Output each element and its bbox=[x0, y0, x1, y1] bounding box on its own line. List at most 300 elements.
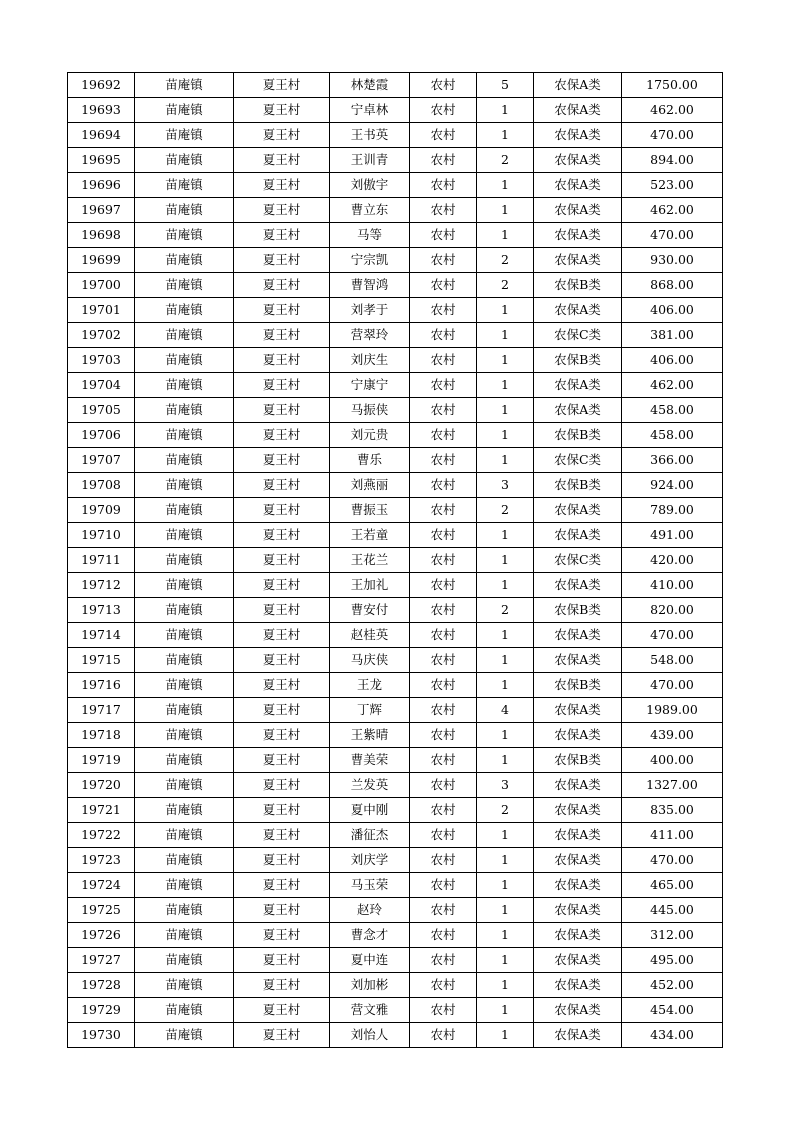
amount-cell: 312.00 bbox=[622, 923, 723, 948]
village-cell: 夏王村 bbox=[234, 573, 330, 598]
amount-cell: 381.00 bbox=[622, 323, 723, 348]
household-type-cell: 农村 bbox=[410, 898, 477, 923]
insurance-category-cell: 农保A类 bbox=[534, 1023, 622, 1048]
household-type-cell: 农村 bbox=[410, 323, 477, 348]
table-body bbox=[68, 73, 723, 1048]
insurance-category-cell: 农保A类 bbox=[534, 298, 622, 323]
village-cell: 夏王村 bbox=[234, 948, 330, 973]
serial-number-cell: 19701 bbox=[68, 298, 135, 323]
serial-number-cell: 19695 bbox=[68, 148, 135, 173]
person-count-cell: 5 bbox=[477, 73, 534, 98]
village-cell: 夏王村 bbox=[234, 923, 330, 948]
name-cell: 营文雅 bbox=[330, 998, 410, 1023]
household-type-cell: 农村 bbox=[410, 623, 477, 648]
household-type-cell: 农村 bbox=[410, 848, 477, 873]
name-cell: 王龙 bbox=[330, 673, 410, 698]
serial-number-cell: 19699 bbox=[68, 248, 135, 273]
table-row bbox=[68, 623, 723, 648]
household-type-cell: 农村 bbox=[410, 723, 477, 748]
person-count-cell: 1 bbox=[477, 573, 534, 598]
insurance-category-cell: 农保A类 bbox=[534, 198, 622, 223]
table-row bbox=[68, 998, 723, 1023]
town-cell: 苗庵镇 bbox=[135, 473, 234, 498]
household-type-cell: 农村 bbox=[410, 98, 477, 123]
serial-number-cell: 19721 bbox=[68, 798, 135, 823]
insurance-category-cell: 农保A类 bbox=[534, 148, 622, 173]
table-row bbox=[68, 523, 723, 548]
household-type-cell: 农村 bbox=[410, 498, 477, 523]
table-row bbox=[68, 498, 723, 523]
insurance-category-cell: 农保A类 bbox=[534, 873, 622, 898]
household-type-cell: 农村 bbox=[410, 448, 477, 473]
village-cell: 夏王村 bbox=[234, 498, 330, 523]
town-cell: 苗庵镇 bbox=[135, 173, 234, 198]
serial-number-cell: 19710 bbox=[68, 523, 135, 548]
insurance-category-cell: 农保B类 bbox=[534, 473, 622, 498]
amount-cell: 470.00 bbox=[622, 623, 723, 648]
amount-cell: 406.00 bbox=[622, 348, 723, 373]
town-cell: 苗庵镇 bbox=[135, 648, 234, 673]
household-type-cell: 农村 bbox=[410, 948, 477, 973]
amount-cell: 439.00 bbox=[622, 723, 723, 748]
person-count-cell: 1 bbox=[477, 673, 534, 698]
name-cell: 丁辉 bbox=[330, 698, 410, 723]
person-count-cell: 1 bbox=[477, 198, 534, 223]
village-cell: 夏王村 bbox=[234, 523, 330, 548]
table-row bbox=[68, 748, 723, 773]
person-count-cell: 2 bbox=[477, 498, 534, 523]
town-cell: 苗庵镇 bbox=[135, 423, 234, 448]
name-cell: 宁宗凯 bbox=[330, 248, 410, 273]
insurance-category-cell: 农保A类 bbox=[534, 223, 622, 248]
amount-cell: 420.00 bbox=[622, 548, 723, 573]
amount-cell: 835.00 bbox=[622, 798, 723, 823]
name-cell: 刘孝于 bbox=[330, 298, 410, 323]
household-type-cell: 农村 bbox=[410, 123, 477, 148]
insurance-category-cell: 农保A类 bbox=[534, 398, 622, 423]
village-cell: 夏王村 bbox=[234, 773, 330, 798]
village-cell: 夏王村 bbox=[234, 448, 330, 473]
table-row bbox=[68, 248, 723, 273]
insurance-category-cell: 农保A类 bbox=[534, 573, 622, 598]
household-type-cell: 农村 bbox=[410, 198, 477, 223]
person-count-cell: 1 bbox=[477, 448, 534, 473]
serial-number-cell: 19716 bbox=[68, 673, 135, 698]
name-cell: 马等 bbox=[330, 223, 410, 248]
serial-number-cell: 19708 bbox=[68, 473, 135, 498]
amount-cell: 465.00 bbox=[622, 873, 723, 898]
person-count-cell: 1 bbox=[477, 548, 534, 573]
town-cell: 苗庵镇 bbox=[135, 498, 234, 523]
table-row bbox=[68, 423, 723, 448]
village-cell: 夏王村 bbox=[234, 348, 330, 373]
amount-cell: 548.00 bbox=[622, 648, 723, 673]
serial-number-cell: 19706 bbox=[68, 423, 135, 448]
amount-cell: 894.00 bbox=[622, 148, 723, 173]
table-row bbox=[68, 473, 723, 498]
village-cell: 夏王村 bbox=[234, 398, 330, 423]
person-count-cell: 1 bbox=[477, 1023, 534, 1048]
amount-cell: 820.00 bbox=[622, 598, 723, 623]
amount-cell: 789.00 bbox=[622, 498, 723, 523]
village-cell: 夏王村 bbox=[234, 548, 330, 573]
table-row bbox=[68, 348, 723, 373]
table-row bbox=[68, 873, 723, 898]
village-cell: 夏王村 bbox=[234, 273, 330, 298]
amount-cell: 406.00 bbox=[622, 298, 723, 323]
person-count-cell: 1 bbox=[477, 648, 534, 673]
serial-number-cell: 19703 bbox=[68, 348, 135, 373]
household-type-cell: 农村 bbox=[410, 148, 477, 173]
table-row bbox=[68, 973, 723, 998]
serial-number-cell: 19715 bbox=[68, 648, 135, 673]
village-cell: 夏王村 bbox=[234, 648, 330, 673]
town-cell: 苗庵镇 bbox=[135, 573, 234, 598]
household-type-cell: 农村 bbox=[410, 298, 477, 323]
table-row bbox=[68, 198, 723, 223]
table-row bbox=[68, 648, 723, 673]
household-type-cell: 农村 bbox=[410, 698, 477, 723]
table-row bbox=[68, 148, 723, 173]
person-count-cell: 1 bbox=[477, 898, 534, 923]
name-cell: 刘加彬 bbox=[330, 973, 410, 998]
name-cell: 刘傲宇 bbox=[330, 173, 410, 198]
serial-number-cell: 19723 bbox=[68, 848, 135, 873]
village-cell: 夏王村 bbox=[234, 898, 330, 923]
household-type-cell: 农村 bbox=[410, 173, 477, 198]
table-row bbox=[68, 673, 723, 698]
serial-number-cell: 19714 bbox=[68, 623, 135, 648]
insurance-category-cell: 农保A类 bbox=[534, 648, 622, 673]
serial-number-cell: 19700 bbox=[68, 273, 135, 298]
person-count-cell: 1 bbox=[477, 298, 534, 323]
village-cell: 夏王村 bbox=[234, 798, 330, 823]
household-type-cell: 农村 bbox=[410, 248, 477, 273]
village-cell: 夏王村 bbox=[234, 823, 330, 848]
household-type-cell: 农村 bbox=[410, 923, 477, 948]
town-cell: 苗庵镇 bbox=[135, 948, 234, 973]
serial-number-cell: 19702 bbox=[68, 323, 135, 348]
table-row bbox=[68, 823, 723, 848]
town-cell: 苗庵镇 bbox=[135, 973, 234, 998]
household-type-cell: 农村 bbox=[410, 423, 477, 448]
name-cell: 刘庆生 bbox=[330, 348, 410, 373]
insurance-category-cell: 农保A类 bbox=[534, 723, 622, 748]
village-cell: 夏王村 bbox=[234, 1023, 330, 1048]
insurance-category-cell: 农保C类 bbox=[534, 448, 622, 473]
household-type-cell: 农村 bbox=[410, 873, 477, 898]
name-cell: 曹念才 bbox=[330, 923, 410, 948]
person-count-cell: 1 bbox=[477, 623, 534, 648]
town-cell: 苗庵镇 bbox=[135, 298, 234, 323]
insurance-category-cell: 农保A类 bbox=[534, 98, 622, 123]
name-cell: 夏中连 bbox=[330, 948, 410, 973]
amount-cell: 495.00 bbox=[622, 948, 723, 973]
serial-number-cell: 19729 bbox=[68, 998, 135, 1023]
person-count-cell: 1 bbox=[477, 223, 534, 248]
insurance-category-cell: 农保A类 bbox=[534, 73, 622, 98]
household-type-cell: 农村 bbox=[410, 373, 477, 398]
household-type-cell: 农村 bbox=[410, 648, 477, 673]
table-row bbox=[68, 73, 723, 98]
person-count-cell: 3 bbox=[477, 473, 534, 498]
table-row bbox=[68, 948, 723, 973]
village-cell: 夏王村 bbox=[234, 673, 330, 698]
household-type-cell: 农村 bbox=[410, 673, 477, 698]
village-cell: 夏王村 bbox=[234, 598, 330, 623]
name-cell: 赵玲 bbox=[330, 898, 410, 923]
amount-cell: 470.00 bbox=[622, 673, 723, 698]
name-cell: 夏中刚 bbox=[330, 798, 410, 823]
insurance-category-cell: 农保A类 bbox=[534, 848, 622, 873]
town-cell: 苗庵镇 bbox=[135, 673, 234, 698]
table-row bbox=[68, 773, 723, 798]
person-count-cell: 1 bbox=[477, 173, 534, 198]
name-cell: 王训青 bbox=[330, 148, 410, 173]
table-row bbox=[68, 573, 723, 598]
insurance-category-cell: 农保A类 bbox=[534, 123, 622, 148]
town-cell: 苗庵镇 bbox=[135, 598, 234, 623]
town-cell: 苗庵镇 bbox=[135, 273, 234, 298]
person-count-cell: 1 bbox=[477, 523, 534, 548]
amount-cell: 523.00 bbox=[622, 173, 723, 198]
household-type-cell: 农村 bbox=[410, 998, 477, 1023]
town-cell: 苗庵镇 bbox=[135, 323, 234, 348]
town-cell: 苗庵镇 bbox=[135, 548, 234, 573]
table-row bbox=[68, 223, 723, 248]
town-cell: 苗庵镇 bbox=[135, 848, 234, 873]
person-count-cell: 1 bbox=[477, 848, 534, 873]
serial-number-cell: 19696 bbox=[68, 173, 135, 198]
table-row bbox=[68, 98, 723, 123]
town-cell: 苗庵镇 bbox=[135, 123, 234, 148]
town-cell: 苗庵镇 bbox=[135, 798, 234, 823]
table-row bbox=[68, 398, 723, 423]
household-type-cell: 农村 bbox=[410, 748, 477, 773]
person-count-cell: 1 bbox=[477, 873, 534, 898]
person-count-cell: 1 bbox=[477, 748, 534, 773]
name-cell: 刘庆学 bbox=[330, 848, 410, 873]
household-type-cell: 农村 bbox=[410, 548, 477, 573]
town-cell: 苗庵镇 bbox=[135, 873, 234, 898]
amount-cell: 462.00 bbox=[622, 373, 723, 398]
serial-number-cell: 19726 bbox=[68, 923, 135, 948]
table-row bbox=[68, 598, 723, 623]
town-cell: 苗庵镇 bbox=[135, 998, 234, 1023]
amount-cell: 445.00 bbox=[622, 898, 723, 923]
name-cell: 潘征杰 bbox=[330, 823, 410, 848]
insurance-category-cell: 农保A类 bbox=[534, 898, 622, 923]
table-row bbox=[68, 173, 723, 198]
serial-number-cell: 19697 bbox=[68, 198, 135, 223]
name-cell: 王紫晴 bbox=[330, 723, 410, 748]
insurance-category-cell: 农保A类 bbox=[534, 998, 622, 1023]
village-cell: 夏王村 bbox=[234, 973, 330, 998]
insurance-category-cell: 农保A类 bbox=[534, 698, 622, 723]
person-count-cell: 1 bbox=[477, 973, 534, 998]
insurance-category-cell: 农保B类 bbox=[534, 598, 622, 623]
town-cell: 苗庵镇 bbox=[135, 773, 234, 798]
town-cell: 苗庵镇 bbox=[135, 73, 234, 98]
name-cell: 王花兰 bbox=[330, 548, 410, 573]
name-cell: 王若童 bbox=[330, 523, 410, 548]
insurance-category-cell: 农保B类 bbox=[534, 748, 622, 773]
town-cell: 苗庵镇 bbox=[135, 248, 234, 273]
village-cell: 夏王村 bbox=[234, 148, 330, 173]
town-cell: 苗庵镇 bbox=[135, 923, 234, 948]
amount-cell: 410.00 bbox=[622, 573, 723, 598]
name-cell: 赵桂英 bbox=[330, 623, 410, 648]
name-cell: 王书英 bbox=[330, 123, 410, 148]
household-type-cell: 农村 bbox=[410, 823, 477, 848]
town-cell: 苗庵镇 bbox=[135, 698, 234, 723]
insurance-category-cell: 农保A类 bbox=[534, 973, 622, 998]
town-cell: 苗庵镇 bbox=[135, 373, 234, 398]
amount-cell: 470.00 bbox=[622, 223, 723, 248]
household-type-cell: 农村 bbox=[410, 773, 477, 798]
person-count-cell: 1 bbox=[477, 998, 534, 1023]
insurance-category-cell: 农保C类 bbox=[534, 323, 622, 348]
name-cell: 马庆侠 bbox=[330, 648, 410, 673]
name-cell: 兰发英 bbox=[330, 773, 410, 798]
name-cell: 马玉荣 bbox=[330, 873, 410, 898]
name-cell: 林楚霞 bbox=[330, 73, 410, 98]
name-cell: 曹美荣 bbox=[330, 748, 410, 773]
serial-number-cell: 19705 bbox=[68, 398, 135, 423]
name-cell: 曹安付 bbox=[330, 598, 410, 623]
table-row bbox=[68, 448, 723, 473]
town-cell: 苗庵镇 bbox=[135, 448, 234, 473]
town-cell: 苗庵镇 bbox=[135, 223, 234, 248]
town-cell: 苗庵镇 bbox=[135, 823, 234, 848]
insurance-category-cell: 农保B类 bbox=[534, 348, 622, 373]
village-cell: 夏王村 bbox=[234, 173, 330, 198]
person-count-cell: 2 bbox=[477, 148, 534, 173]
insurance-category-cell: 农保A类 bbox=[534, 823, 622, 848]
serial-number-cell: 19724 bbox=[68, 873, 135, 898]
table-row bbox=[68, 123, 723, 148]
town-cell: 苗庵镇 bbox=[135, 523, 234, 548]
serial-number-cell: 19693 bbox=[68, 98, 135, 123]
insurance-category-cell: 农保B类 bbox=[534, 273, 622, 298]
person-count-cell: 1 bbox=[477, 373, 534, 398]
village-cell: 夏王村 bbox=[234, 298, 330, 323]
person-count-cell: 1 bbox=[477, 723, 534, 748]
person-count-cell: 1 bbox=[477, 98, 534, 123]
amount-cell: 462.00 bbox=[622, 98, 723, 123]
table-row bbox=[68, 848, 723, 873]
name-cell: 曹立东 bbox=[330, 198, 410, 223]
insurance-category-cell: 农保C类 bbox=[534, 548, 622, 573]
town-cell: 苗庵镇 bbox=[135, 748, 234, 773]
insurance-category-cell: 农保A类 bbox=[534, 248, 622, 273]
insurance-category-cell: 农保A类 bbox=[534, 948, 622, 973]
amount-cell: 366.00 bbox=[622, 448, 723, 473]
insurance-category-cell: 农保A类 bbox=[534, 773, 622, 798]
table-row bbox=[68, 1023, 723, 1048]
amount-cell: 924.00 bbox=[622, 473, 723, 498]
insurance-category-cell: 农保A类 bbox=[534, 623, 622, 648]
amount-cell: 462.00 bbox=[622, 198, 723, 223]
village-cell: 夏王村 bbox=[234, 423, 330, 448]
town-cell: 苗庵镇 bbox=[135, 398, 234, 423]
table-row bbox=[68, 273, 723, 298]
serial-number-cell: 19717 bbox=[68, 698, 135, 723]
beneficiary-table bbox=[67, 72, 723, 1048]
village-cell: 夏王村 bbox=[234, 323, 330, 348]
name-cell: 刘元贵 bbox=[330, 423, 410, 448]
person-count-cell: 2 bbox=[477, 248, 534, 273]
person-count-cell: 1 bbox=[477, 348, 534, 373]
serial-number-cell: 19722 bbox=[68, 823, 135, 848]
serial-number-cell: 19698 bbox=[68, 223, 135, 248]
serial-number-cell: 19694 bbox=[68, 123, 135, 148]
person-count-cell: 1 bbox=[477, 398, 534, 423]
table-row bbox=[68, 548, 723, 573]
amount-cell: 454.00 bbox=[622, 998, 723, 1023]
town-cell: 苗庵镇 bbox=[135, 723, 234, 748]
village-cell: 夏王村 bbox=[234, 473, 330, 498]
serial-number-cell: 19718 bbox=[68, 723, 135, 748]
amount-cell: 411.00 bbox=[622, 823, 723, 848]
town-cell: 苗庵镇 bbox=[135, 1023, 234, 1048]
amount-cell: 434.00 bbox=[622, 1023, 723, 1048]
village-cell: 夏王村 bbox=[234, 623, 330, 648]
name-cell: 刘燕丽 bbox=[330, 473, 410, 498]
village-cell: 夏王村 bbox=[234, 73, 330, 98]
household-type-cell: 农村 bbox=[410, 1023, 477, 1048]
name-cell: 宁卓林 bbox=[330, 98, 410, 123]
person-count-cell: 4 bbox=[477, 698, 534, 723]
insurance-category-cell: 农保A类 bbox=[534, 373, 622, 398]
household-type-cell: 农村 bbox=[410, 598, 477, 623]
table-row bbox=[68, 798, 723, 823]
village-cell: 夏王村 bbox=[234, 873, 330, 898]
household-type-cell: 农村 bbox=[410, 73, 477, 98]
name-cell: 刘怡人 bbox=[330, 1023, 410, 1048]
insurance-category-cell: 农保A类 bbox=[534, 798, 622, 823]
person-count-cell: 2 bbox=[477, 798, 534, 823]
serial-number-cell: 19704 bbox=[68, 373, 135, 398]
serial-number-cell: 19692 bbox=[68, 73, 135, 98]
town-cell: 苗庵镇 bbox=[135, 348, 234, 373]
amount-cell: 491.00 bbox=[622, 523, 723, 548]
amount-cell: 1989.00 bbox=[622, 698, 723, 723]
person-count-cell: 1 bbox=[477, 923, 534, 948]
amount-cell: 470.00 bbox=[622, 123, 723, 148]
serial-number-cell: 19727 bbox=[68, 948, 135, 973]
name-cell: 曹乐 bbox=[330, 448, 410, 473]
insurance-category-cell: 农保B类 bbox=[534, 673, 622, 698]
table-row bbox=[68, 373, 723, 398]
table-row bbox=[68, 898, 723, 923]
village-cell: 夏王村 bbox=[234, 98, 330, 123]
serial-number-cell: 19712 bbox=[68, 573, 135, 598]
name-cell: 王加礼 bbox=[330, 573, 410, 598]
village-cell: 夏王村 bbox=[234, 223, 330, 248]
amount-cell: 458.00 bbox=[622, 423, 723, 448]
amount-cell: 452.00 bbox=[622, 973, 723, 998]
name-cell: 马振侠 bbox=[330, 398, 410, 423]
household-type-cell: 农村 bbox=[410, 523, 477, 548]
amount-cell: 868.00 bbox=[622, 273, 723, 298]
table-row bbox=[68, 923, 723, 948]
amount-cell: 470.00 bbox=[622, 848, 723, 873]
amount-cell: 930.00 bbox=[622, 248, 723, 273]
name-cell: 曹振玉 bbox=[330, 498, 410, 523]
serial-number-cell: 19719 bbox=[68, 748, 135, 773]
person-count-cell: 1 bbox=[477, 423, 534, 448]
